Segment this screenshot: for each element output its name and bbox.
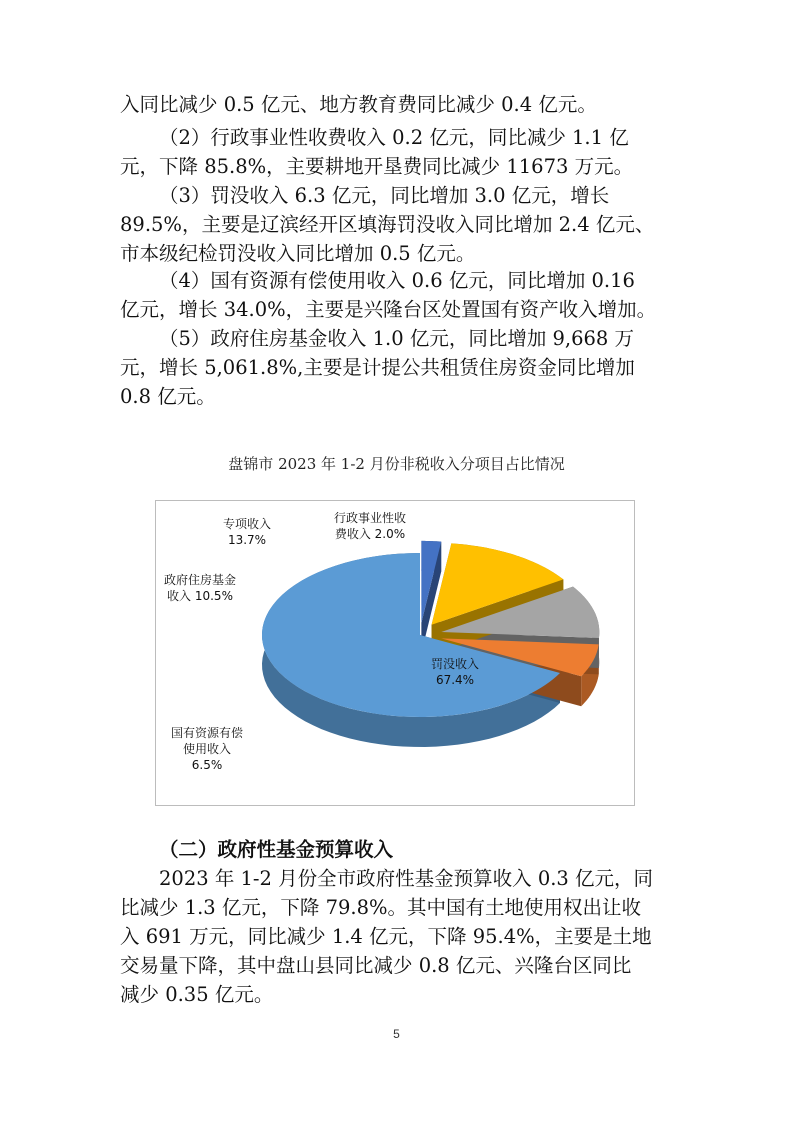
chart-title: 盘锦市 2023 年 1-2 月份非税收入分项目占比情况	[228, 455, 565, 473]
text-line: 比减少 1.3 亿元，下降 79.8%。其中国有土地使用权出让收	[120, 896, 642, 919]
data-label-line: 行政事业性收	[333, 511, 407, 525]
text-line: （2）行政事业性收费收入 0.2 亿元，同比减少 1.1 亿	[159, 126, 629, 149]
text-line: 减少 0.35 亿元。	[120, 983, 274, 1006]
data-label-line: 政府住房基金	[163, 573, 237, 587]
data-label-3	[223, 516, 271, 547]
data-label-4	[334, 510, 406, 541]
text-line: 89.5%，主要是辽滨经开区填海罚没收入同比增加 2.4 亿元、	[120, 213, 655, 236]
text-line: 2023 年 1-2 月份全市政府性基金预算收入 0.3 亿元，同	[159, 867, 654, 890]
paragraph-item-2	[120, 123, 680, 181]
paragraph-item-4	[120, 266, 680, 324]
text-line: 交易量下降，其中盘山县同比减少 0.8 亿元、兴隆台区同比	[120, 954, 632, 977]
pie-slices	[262, 541, 599, 747]
data-label-line: 罚没收入	[430, 657, 480, 671]
paragraph-item-3	[120, 181, 680, 268]
paragraph-item-5	[120, 324, 680, 411]
data-label-line: 收入 10.5%	[167, 589, 233, 603]
text-line: （3）罚没收入 6.3 亿元，同比增加 3.0 亿元，增长	[159, 184, 610, 207]
text-line: 亿元，增长 34.0%，主要是兴隆台区处置国有资产收入增加。	[120, 298, 657, 321]
page-number: 5	[393, 1027, 400, 1041]
paragraph-continuation	[120, 90, 680, 119]
text-line: （4）国有资源有偿使用收入 0.6 亿元，同比增加 0.16	[159, 269, 635, 292]
text-line: （5）政府住房基金收入 1.0 亿元，同比增加 9,668 万	[159, 327, 635, 350]
data-label-line: 国有资源有偿	[170, 726, 244, 740]
pie-chart	[155, 500, 635, 806]
section-heading: （二）政府性基金预算收入	[159, 838, 394, 861]
data-label-line: 6.5%	[191, 758, 223, 772]
data-label-line: 专项收入	[222, 517, 272, 531]
data-label-line: 67.4%	[435, 673, 475, 687]
data-label-2	[164, 572, 236, 603]
text-line: 元，下降 85.8%，主要耕地开垦费同比减少 11673 万元。	[120, 155, 634, 178]
data-label-line: 使用收入	[182, 742, 232, 756]
text-line: 入 691 万元，同比减少 1.4 亿元，下降 95.4%，主要是土地	[120, 925, 652, 948]
text-line: 元，增长 5,061.8%,主要是计提公共租赁住房资金同比增加	[120, 356, 635, 379]
text-line: 市本级纪检罚没收入同比增加 0.5 亿元。	[120, 242, 476, 265]
text-line: 入同比减少 0.5 亿元、地方教育费同比减少 0.4 亿元。	[120, 93, 597, 116]
paragraph-government-fund	[120, 864, 680, 1009]
data-label-line: 13.7%	[227, 533, 267, 547]
text-line: 0.8 亿元。	[120, 385, 216, 408]
data-label-line: 费收入 2.0%	[334, 527, 406, 541]
data-label-1	[171, 725, 243, 772]
